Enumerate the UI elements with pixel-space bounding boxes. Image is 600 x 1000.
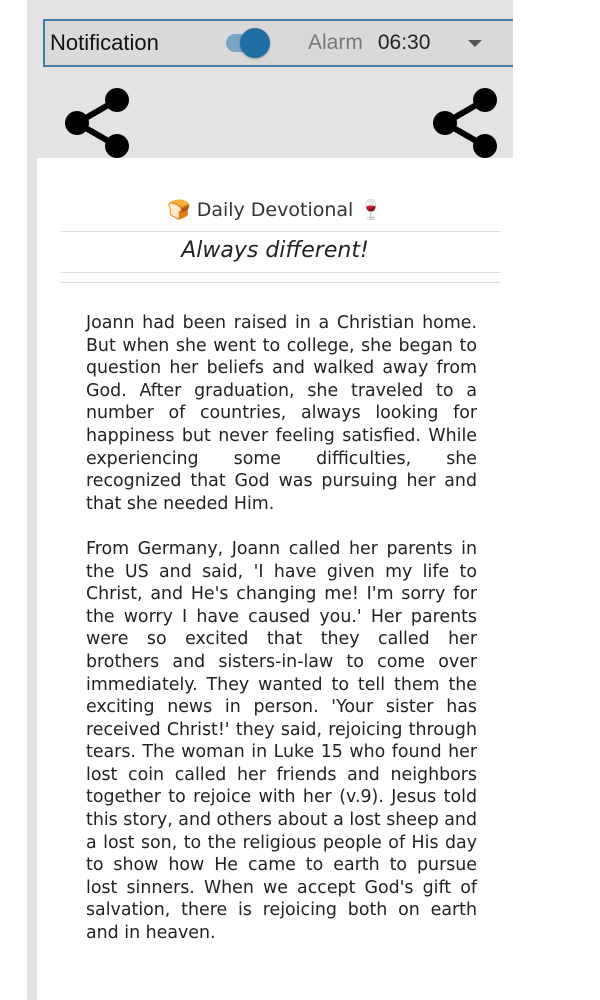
- share-icon: [429, 86, 501, 160]
- divider: [61, 282, 501, 283]
- alarm-time-select[interactable]: 06:30: [377, 31, 431, 54]
- toggle-thumb[interactable]: [240, 28, 270, 58]
- devotional-paragraph: Joann had been raised in a Christian home. But when she went to college, she began to question her beliefs and walked away from God. After graduation, she traveled to a number of countries, always looking for happiness but never feeling satisfied. While experiencing some difficulties, she recognized that God was pursuing her and that she needed Him.: [86, 313, 477, 514]
- app-screen: [27, 0, 513, 1000]
- alarm-label: Alarm: [308, 31, 363, 54]
- devotional-body: [86, 312, 477, 967]
- notification-toggle[interactable]: [222, 26, 274, 60]
- share-button-right[interactable]: [429, 86, 501, 160]
- divider: [61, 231, 501, 232]
- devotional-title: [37, 198, 513, 221]
- share-button-left[interactable]: [61, 86, 133, 160]
- share-icon: [61, 86, 133, 160]
- devotional-subtitle: Always different!: [181, 238, 369, 263]
- wine-glass-icon: 🍷: [359, 199, 384, 221]
- notification-label: Notification: [50, 30, 159, 55]
- devotional-content: [37, 158, 513, 1000]
- share-toolbar: [27, 86, 513, 160]
- devotional-paragraph: From Germany, Joann called her parents in the US and said, 'I have given my life to Christ, and He's changing me! I'm sorry for the worry I have caused you.' Her parents were so excited that they called her brothers and sisters-in-law to come over immediately. They wanted to tell them the exciting news in person. 'Your sister has received Christ!' they said, rejoicing through tears. The woman in Luke 15 who found her lost coin called her friends and neighbors together to rejoice with her (v.9). Jesus told this story, and others about a lost sheep and a lost son, to the religious people of His day to show how He came to earth to pursue lost sinners. When we accept God's gift of salvation, there is rejoicing both on earth and in heaven.: [86, 538, 477, 944]
- devotional-title-text: Daily Devotional: [196, 199, 354, 221]
- bread-icon: 🍞: [166, 199, 191, 221]
- chevron-down-icon[interactable]: [468, 40, 482, 47]
- divider: [61, 272, 501, 273]
- settings-bar: [43, 19, 513, 67]
